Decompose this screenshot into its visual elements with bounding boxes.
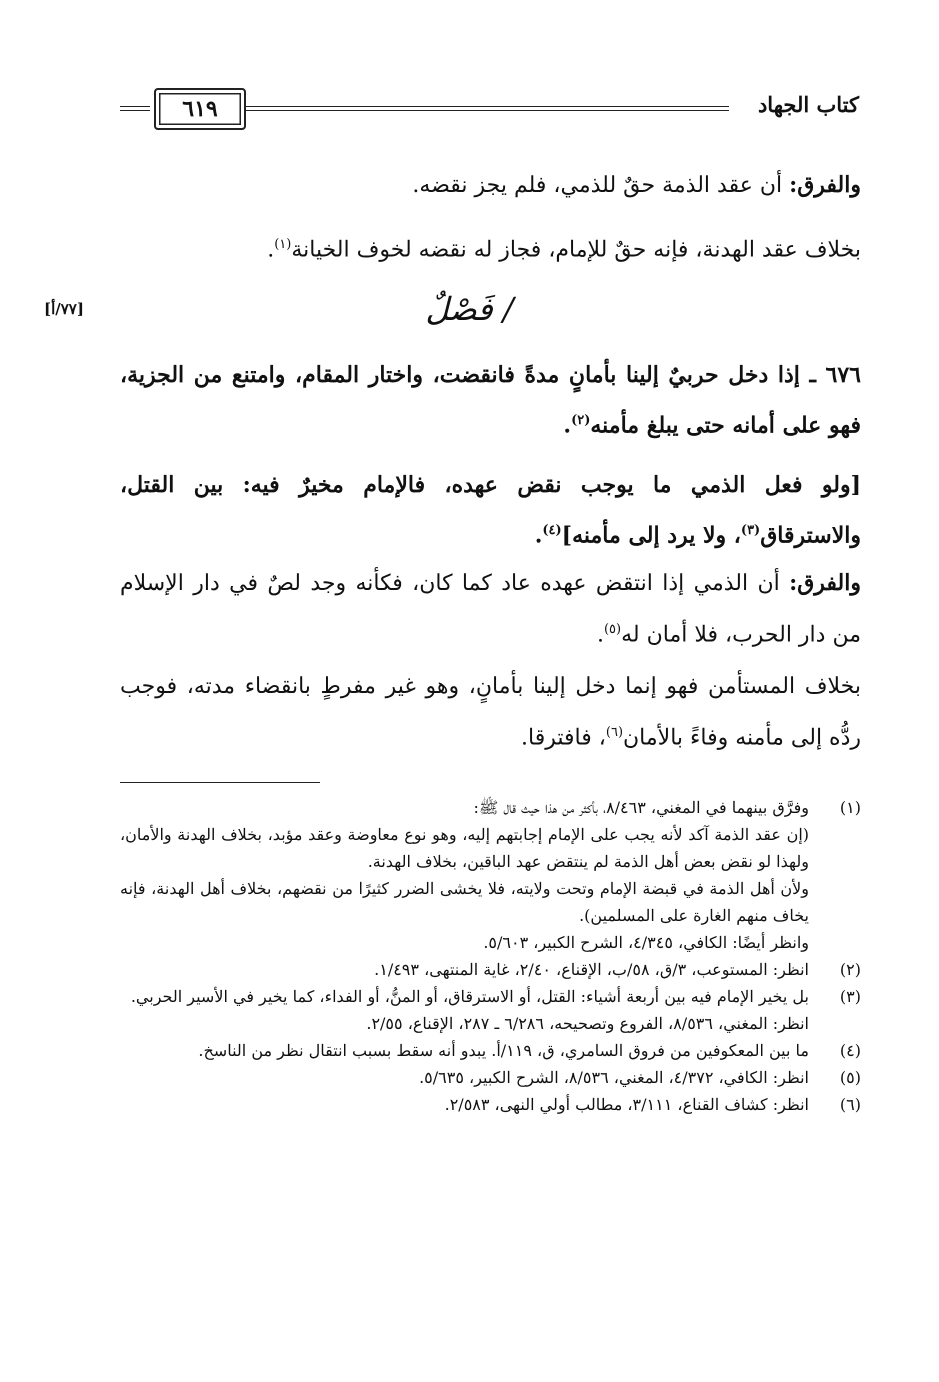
- running-header: [120, 84, 859, 136]
- footnote-ref: (٤): [542, 523, 562, 538]
- footnote-number: (٣): [839, 987, 861, 1006]
- footnote-line: وانظر أيضًا: الكافي، ٤/٣٤٥، الشرح الكبير، ٥/٦٠٣.: [483, 933, 809, 952]
- footnote-body: [120, 956, 809, 983]
- footnote-line: انظر: كشاف القناع، ٣/١١١، مطالب أولي النهى، ٢/٥٨٣.: [444, 1095, 809, 1114]
- footnote-line: انظر: الكافي، ٤/٣٧٢، المغني، ٨/٥٣٦، الشرح الكبير، ٥/٦٣٥.: [419, 1068, 809, 1087]
- paragraph-khilaf-mustamin: [120, 664, 861, 761]
- paragraph-text: بخلاف المستأمن فهو إنما دخل إلينا بأمانٍ، وهو غير مفرطٍ بانقضاء مدته، فوجب ردُّه إلى مأمنه وفاءً بالأمان: [120, 674, 861, 751]
- book-title: كتاب الجهاد: [757, 92, 859, 117]
- footnote-4: [120, 1037, 861, 1064]
- header-rule-left: [120, 106, 150, 107]
- paragraph-text: أن عقد الذمة حقٌ للذمي، فلم يجز نقضه.: [412, 173, 790, 198]
- paragraph-text: بخلاف عقد الهدنة، فإنه حقٌ للإمام، فجاز له نقضه لخوف الخيانة: [291, 237, 861, 263]
- footnote-1: [120, 794, 861, 956]
- bracket-text-1: [ولو فعل الذمي ما يوجب نقض عهده، فالإمام مخيرٌ فيه: بين القتل، والاسترقاق: [120, 472, 861, 549]
- section-heading: / فَصْلٌ: [425, 290, 514, 328]
- paragraph-text-end: ، فافترقا.: [521, 725, 606, 751]
- paragraph-text: أن الذمي إذا انتقض عهده عاد كما كان، فكأنه وجد لصٌ في دار الإسلام من دار الحرب، فلا أمان له: [120, 571, 861, 648]
- footnote-line: بل يخير الإمام فيه بين أربعة أشياء: القتل، أو الاسترقاق، أو المنُّ، أو الفداء، كما يخير في الأسير الحربي.: [130, 987, 809, 1006]
- footnote-body: [120, 794, 809, 956]
- footnote-line: ولأن أهل الذمة في قبضة الإمام وتحت ولايته، فلا يخشى الضرر كثيرًا من نقضهم، بخلاف أهل الهدنة، فإنه يخاف منهم الغارة على المسلمين).: [120, 879, 810, 925]
- paragraph-khilaf-hudna: [120, 222, 861, 273]
- full-stop: .: [596, 622, 604, 648]
- footnote-ref: (٦): [605, 725, 624, 740]
- farq-label: والفرق:: [789, 570, 861, 596]
- footnote-number: (٢): [839, 960, 861, 979]
- footnote-number: (٥): [839, 1068, 861, 1087]
- issue-676: [120, 352, 861, 448]
- header-rule-right: [246, 106, 729, 107]
- footnote-ref: (٢): [571, 413, 591, 428]
- footnote-line: (إن عقد الذمة آكد لأنه يجب على الإمام إجابتهم إليه، وهو نوع معاوضة وعقد مؤبد، بخلاف الهدنة والأمان، ولهذا لو نقض بعض أهل الذمة لم ينتقض عهد الباقين، بخلاف الهدنة.: [120, 825, 810, 871]
- full-stop: .: [534, 522, 543, 549]
- bracket-text-2: ، ولا يرد إلى مأمنه]: [561, 522, 741, 549]
- paragraph-farq-2: [120, 560, 861, 658]
- bracketed-addition: [120, 462, 861, 558]
- section-heading-row: [0, 290, 939, 350]
- manuscript-folio-ref: [٧٧/أ]: [44, 300, 84, 318]
- footnote-number: (٤): [839, 1041, 861, 1060]
- footnote-body: [120, 1064, 809, 1091]
- footnotes: [120, 794, 861, 1118]
- footnote-5: [120, 1064, 861, 1091]
- farq-label: والفرق:: [789, 172, 861, 198]
- footnote-line: انظر: المستوعب، ٣/ق، ٥٨/ب، الإقناع، ٢/٤٠، غاية المنتهى، ١/٤٩٣.: [374, 960, 809, 979]
- footnote-body: [120, 1037, 809, 1064]
- footnote-3: [120, 983, 861, 1037]
- footnote-number: (٦): [839, 1095, 861, 1114]
- paragraph-farq-1: [120, 162, 861, 209]
- footnote-ref: (٣): [740, 523, 761, 538]
- footnote-body: [120, 1091, 809, 1118]
- footnote-line: وفرَّق بينهما في المغني، ٨/٤٦٣، بأكثر من هذا حيث قال ﷺ:: [473, 798, 809, 817]
- page-number: ٦١٩: [182, 96, 218, 122]
- issue-text: ٦٧٦ ـ إذا دخل حربيٌ إلينا بأمانٍ مدةً فانقضت، واختار المقام، وامتنع من الجزية، فهو على أمانه حتى يبلغ مأمنه: [120, 362, 861, 439]
- footnote-line: انظر: المغني، ٨/٥٣٦، الفروع وتصحيحه، ٦/٢٨٦ ـ ٢٨٧، الإقناع، ٢/٥٥.: [366, 1014, 809, 1033]
- footnote-body: [120, 983, 809, 1037]
- footnote-ref: (٥): [603, 622, 622, 637]
- full-stop: .: [563, 412, 572, 439]
- footnote-separator: [120, 782, 320, 783]
- page-number-frame: [154, 88, 246, 130]
- footnote-ref: (١): [274, 237, 292, 252]
- footnote-number: (١): [839, 798, 861, 817]
- full-stop: .: [267, 237, 275, 263]
- footnote-2: [120, 956, 861, 983]
- footnote-line: ما بين المعكوفين من فروق السامري، ق، ١١٩/أ. يبدو أنه سقط بسبب انتقال نظر من الناسخ.: [198, 1041, 809, 1060]
- footnote-6: [120, 1091, 861, 1118]
